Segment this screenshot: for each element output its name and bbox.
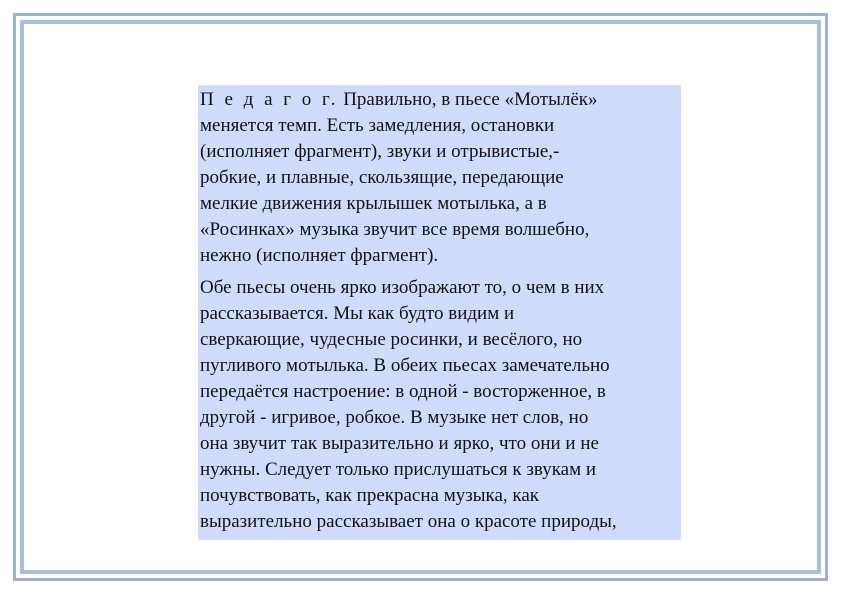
text-line: сверкающие, чудесные росинки, и весёлого, но [200,329,583,350]
text-line: Обе пьесы очень ярко изображают то, о чем в них [200,277,605,298]
text-line: «Росинках» музыка звучит все время волшебно, [200,219,590,240]
text-line: мелкие движения крылышек мотылька, а в [200,193,547,214]
text-line: робкие, и плавные, скользящие, передающие [200,167,564,188]
paragraph-1 [200,87,681,269]
text-line: выразительно рассказывает она о красоте природы, [200,511,617,532]
text-box[interactable] [198,85,681,540]
text-line: нежно (исполняет фрагмент). [200,245,439,266]
text-line [200,87,681,113]
text-line: (исполняет фрагмент), звуки и отрывистые,- [200,141,560,162]
text-line: почувствовать, как прекрасна музыка, как [200,485,539,506]
text-line: нужны. Следует только прислушаться к звукам и [200,459,597,480]
text-line: другой - игривое, робкое. В музыке нет слов, но [200,407,589,428]
text-line: она звучит так выразительно и ярко, что они и не [200,433,599,454]
text-line: передаётся настроение: в одной - восторженное, в [200,381,606,402]
text-line-segment: Правильно, в пьесе «Мотылёк» [338,89,598,110]
text-line: меняется темп. Есть замедления, остановки [200,115,555,136]
speaker-label: П е д а г о г. [200,89,339,110]
text-line: рассказывается. Мы как будто видим и [200,303,515,324]
paragraph-2 [200,275,681,535]
text-line: пугливого мотылька. В обеих пьесах замечательно [200,355,610,376]
